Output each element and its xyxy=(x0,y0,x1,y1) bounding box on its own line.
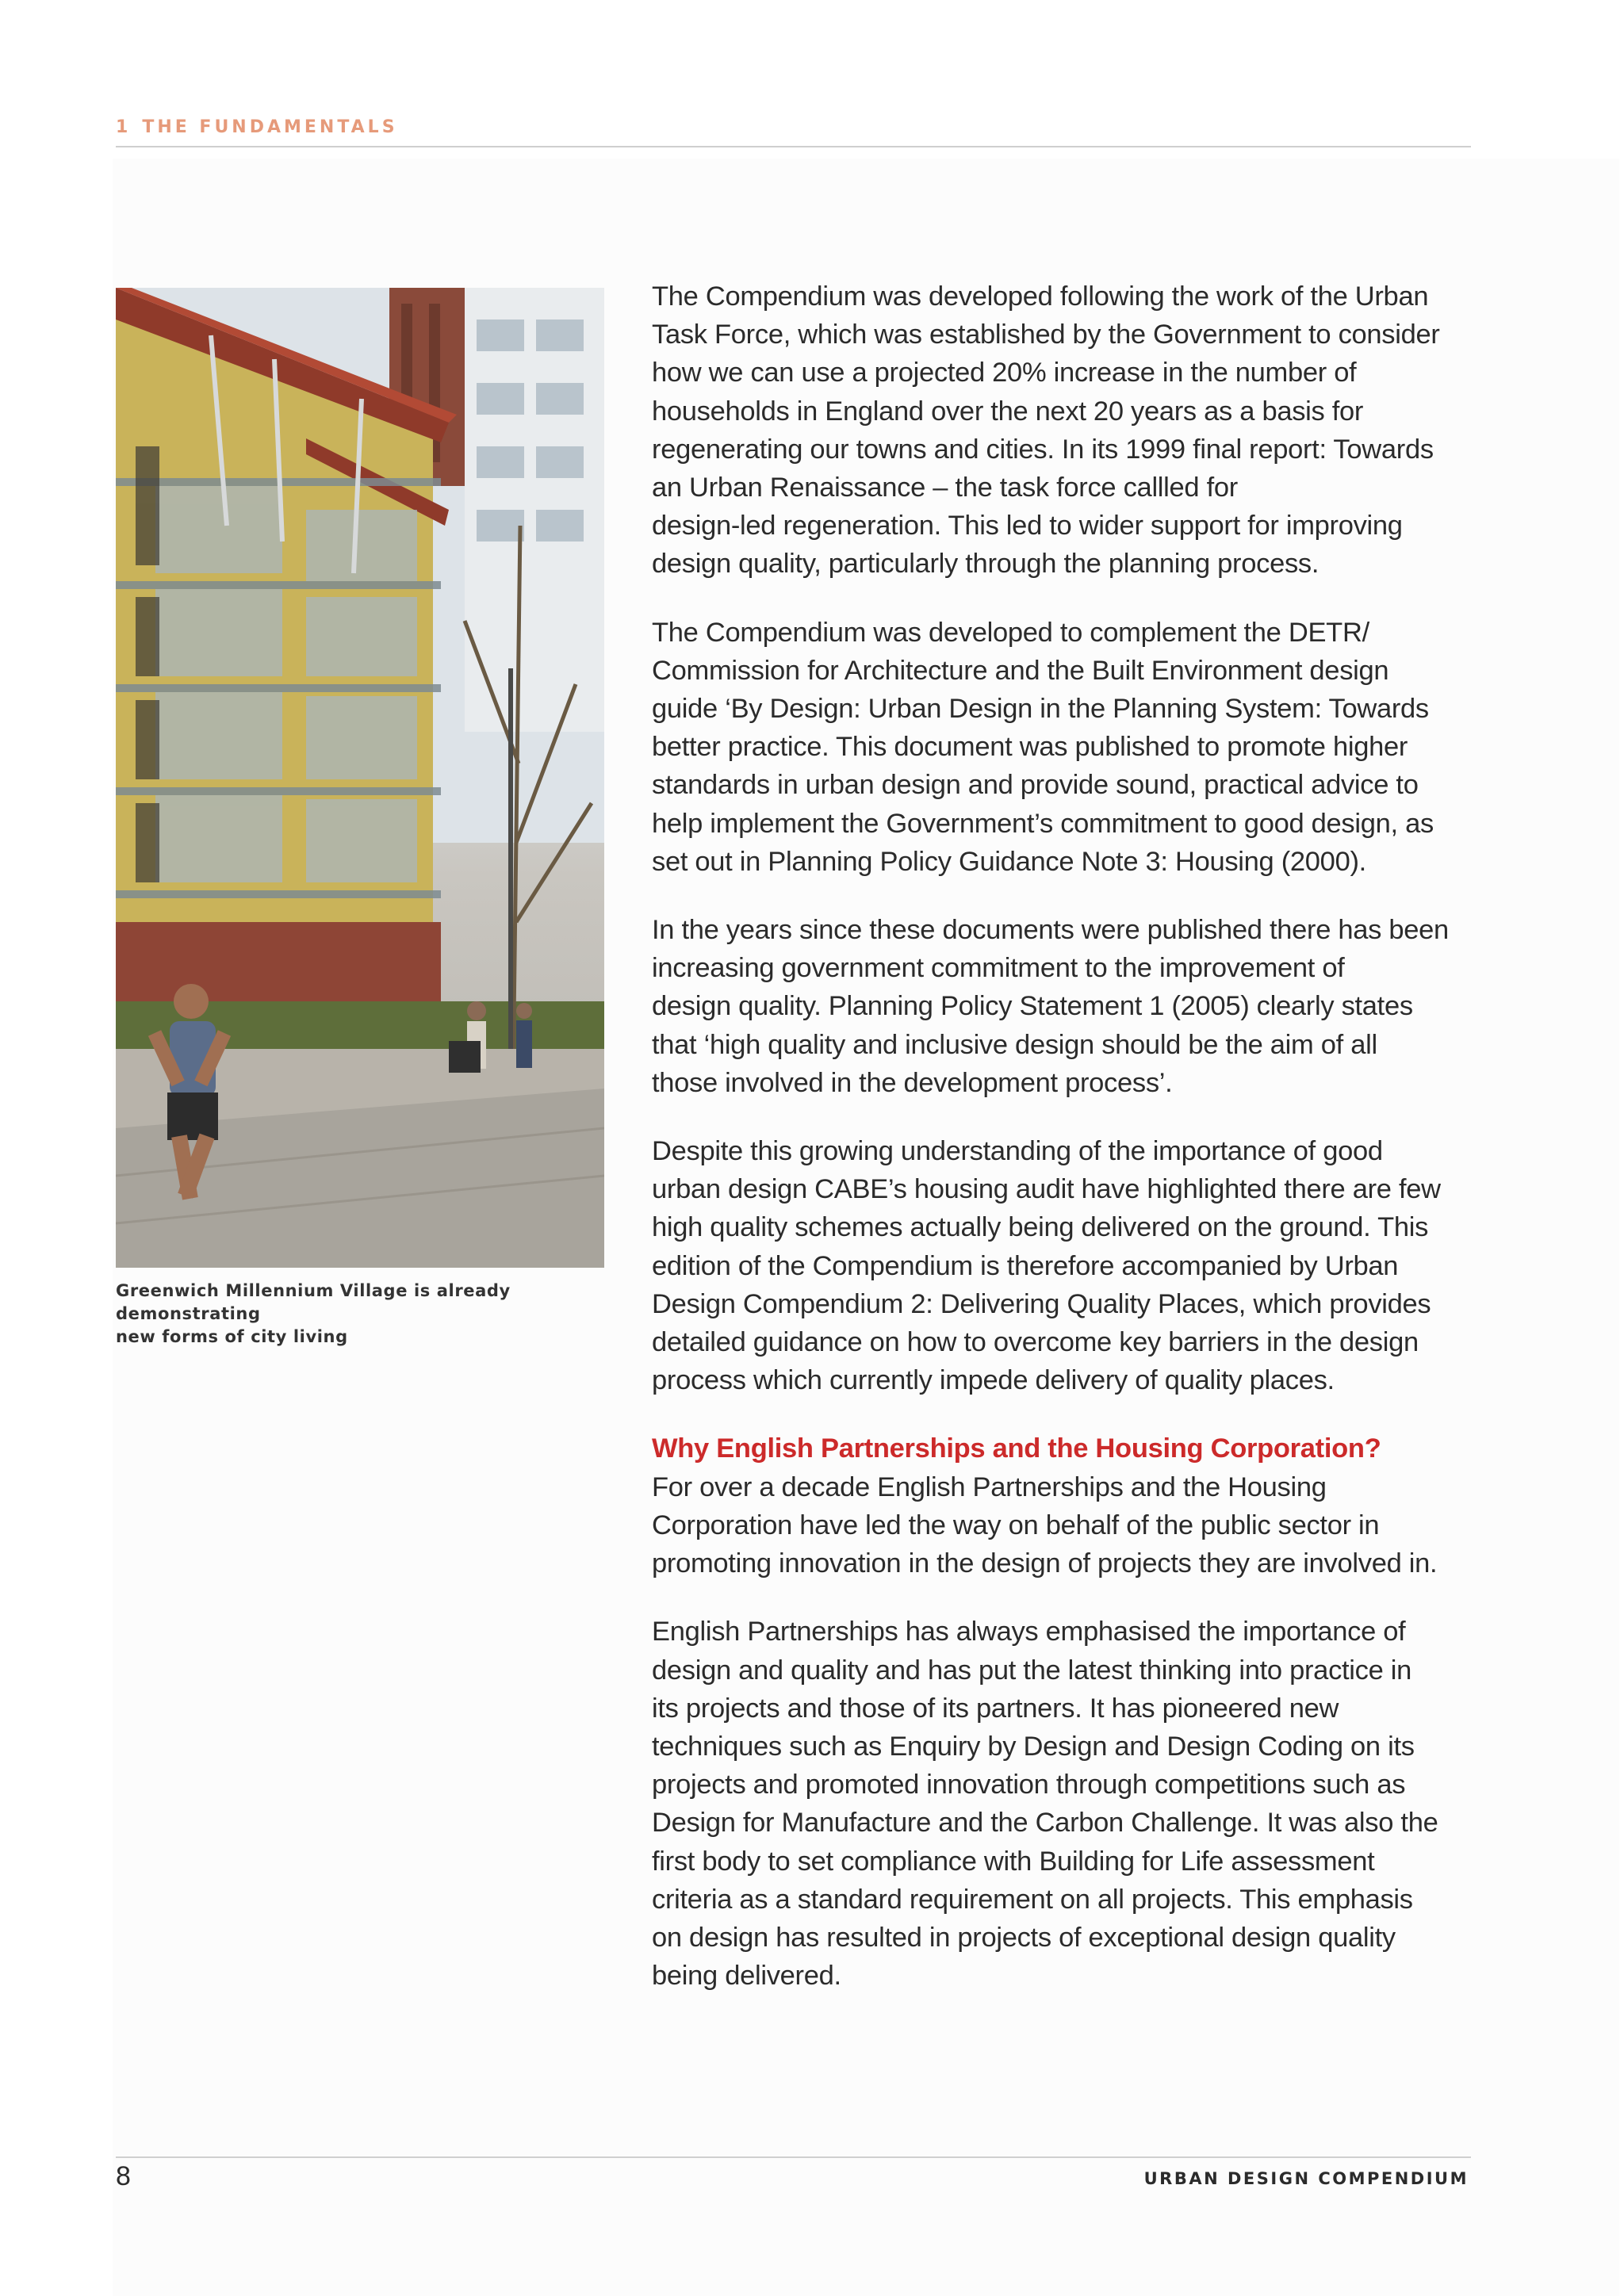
section-subheading: Why English Partnerships and the Housing Corporation? xyxy=(652,1433,1381,1464)
paragraph: Despite this growing understanding of the importance of good urban design CABE’s housing audit have highlighted there are few high quality schemes actually being delivered on the ground. This edition of the Compendium is therefore accompanied by Urban Design Compendium 2: Delivering Quality Places, which provides detailed guidance on how to overcome key barriers in the design process which currently impede delivery of quality places. xyxy=(652,1136,1441,1396)
paragraph: In the years since these documents were published there has been increasing government commitment to the improvement of design quality. Planning Policy Statement 1 (2005) clearly states that ‘high quality and inclusive design should be the aim of all those involved in the development process’. xyxy=(652,915,1449,1098)
page-number: 8 xyxy=(116,2161,131,2191)
running-header xyxy=(116,117,398,137)
body-text-column xyxy=(652,277,1477,2025)
greenwich-village-photo xyxy=(116,288,604,1268)
header-rule xyxy=(116,146,1471,147)
caption-line: Greenwich Millennium Village is already demonstrating xyxy=(116,1281,511,1323)
publication-title: URBAN DESIGN COMPENDIUM xyxy=(1143,2169,1469,2188)
paragraph: The Compendium was developed following the work of the Urban Task Force, which was established by the Government to consider how we can use a projected 20% increase in the number of households in England over the next 20 years as a basis for regenerating our towns and cities. In its 1999 final report: Towards an Urban Renaissance – the task force callled for design-led regeneration. This led to wider support for improving design quality, particularly through the planning process. xyxy=(652,281,1440,580)
paragraph: For over a decade English Partnerships and the Housing Corporation have led the way on behalf of the public sector in promoting innovation in the design of projects they are involved in. xyxy=(652,1471,1438,1579)
paragraph: The Compendium was developed to complement the DETR/ Commission for Architecture and the Built Environment design guide ‘By Design: Urban Design in the Planning System: Towards better practice. This document was published to promote higher standards in urban design and provide sound, practical advice to help implement the Government’s commitment to good design, as set out in Planning Policy Guidance Note 3: Housing (2000). xyxy=(652,617,1434,877)
paragraph: English Partnerships has always emphasised the importance of design and quality and has put the latest thinking into practice in its projects and those of its partners. It has pioneered new techniques such as Enquiry by Design and Design Coding on its projects and promoted innovation through competitions such as Design for Manufacture and the Carbon Challenge. It was also the first body to set compliance with Building for Life assessment criteria as a standard requirement on all projects. This emphasis on design has resulted in projects of exceptional design quality being delivered. xyxy=(652,1617,1438,1992)
footer-rule xyxy=(116,2156,1471,2158)
caption-line: new forms of city living xyxy=(116,1327,348,1346)
section-number: 1 xyxy=(116,117,132,137)
section-title: THE FUNDAMENTALS xyxy=(142,117,398,137)
photo-caption xyxy=(116,1280,607,1349)
